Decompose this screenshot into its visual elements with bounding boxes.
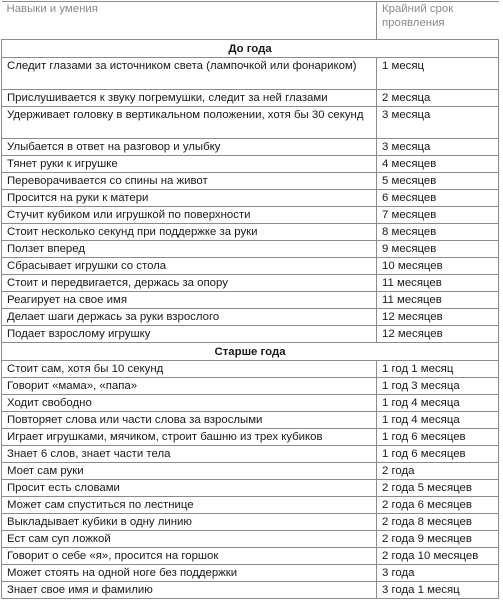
deadline-cell: 12 месяцев: [377, 309, 499, 326]
section-title: Старше года: [2, 343, 499, 361]
table-row: [2, 412, 499, 429]
table-row: [2, 156, 499, 173]
skill-cell: Просит есть словами: [2, 480, 377, 497]
deadline-cell: 7 месяцев: [377, 207, 499, 224]
table-row: [2, 107, 499, 139]
deadline-cell: 11 месяцев: [377, 292, 499, 309]
table-row: [2, 224, 499, 241]
table-row: [2, 173, 499, 190]
deadline-cell: 8 месяцев: [377, 224, 499, 241]
skill-cell: Просится на руки к матери: [2, 190, 377, 207]
skill-cell: Следит глазами за источником света (лампочкой или фонариком): [2, 58, 377, 90]
skill-cell: Удерживает головку в вертикальном положении, хотя бы 30 секунд: [2, 107, 377, 139]
table-row: [2, 90, 499, 107]
deadline-cell: 2 года 8 месяцев: [377, 514, 499, 531]
table-row: [2, 446, 499, 463]
table-row: [2, 326, 499, 343]
table-row: [2, 378, 499, 395]
table-row: [2, 190, 499, 207]
deadline-cell: 3 месяца: [377, 107, 499, 139]
skill-cell: Сбрасывает игрушки со стола: [2, 258, 377, 275]
skill-cell: Стоит сам, хотя бы 10 секунд: [2, 361, 377, 378]
deadline-cell: 2 года 5 месяцев: [377, 480, 499, 497]
deadline-cell: 9 месяцев: [377, 241, 499, 258]
skill-cell: Стоит и передвигается, держась за опору: [2, 275, 377, 292]
table-row: [2, 548, 499, 565]
skill-cell: Делает шаги держась за руки взрослого: [2, 309, 377, 326]
deadline-cell: 1 год 6 месяцев: [377, 429, 499, 446]
skill-cell: Тянет руки к игрушке: [2, 156, 377, 173]
table-row: [2, 395, 499, 412]
section-row: [2, 343, 499, 361]
table-row: [2, 429, 499, 446]
table-row: [2, 463, 499, 480]
deadline-cell: 1 год 6 месяцев: [377, 446, 499, 463]
column-header-skills: Навыки и умения: [2, 2, 377, 40]
skill-cell: Подает взрослому игрушку: [2, 326, 377, 343]
table-row: [2, 58, 499, 90]
skill-cell: Ест сам суп ложкой: [2, 531, 377, 548]
deadline-cell: 1 год 3 месяца: [377, 378, 499, 395]
deadline-cell: 2 года 9 месяцев: [377, 531, 499, 548]
table-body: [2, 40, 499, 599]
table-row: [2, 565, 499, 582]
deadline-cell: 12 месяцев: [377, 326, 499, 343]
skill-cell: Может стоять на одной ноге без поддержки: [2, 565, 377, 582]
table-row: [2, 480, 499, 497]
table-row: [2, 241, 499, 258]
table-row: [2, 582, 499, 599]
table-row: [2, 309, 499, 326]
table-row: [2, 531, 499, 548]
skill-cell: Улыбается в ответ на разговор и улыбку: [2, 139, 377, 156]
deadline-cell: 6 месяцев: [377, 190, 499, 207]
skill-cell: Ходит свободно: [2, 395, 377, 412]
column-header-deadline: Крайний срок проявления: [377, 2, 499, 40]
skill-cell: Реагирует на свое имя: [2, 292, 377, 309]
skill-cell: Знает свое имя и фамилию: [2, 582, 377, 599]
skill-cell: Говорит «мама», «папа»: [2, 378, 377, 395]
deadline-cell: 3 года: [377, 565, 499, 582]
skill-cell: Моет сам руки: [2, 463, 377, 480]
deadline-cell: 1 год 4 месяца: [377, 412, 499, 429]
deadline-cell: 4 месяцев: [377, 156, 499, 173]
table-row: [2, 497, 499, 514]
skill-cell: Стоит несколько секунд при поддержке за руки: [2, 224, 377, 241]
deadline-cell: 2 года 10 месяцев: [377, 548, 499, 565]
deadline-cell: 1 год 1 месяц: [377, 361, 499, 378]
table-row: [2, 207, 499, 224]
deadline-cell: 11 месяцев: [377, 275, 499, 292]
section-row: [2, 40, 499, 58]
skill-cell: Повторяет слова или части слова за взрослыми: [2, 412, 377, 429]
skill-cell: Выкладывает кубики в одну линию: [2, 514, 377, 531]
table-row: [2, 275, 499, 292]
deadline-cell: 5 месяцев: [377, 173, 499, 190]
skill-cell: Играет игрушками, мячиком, строит башню из трех кубиков: [2, 429, 377, 446]
deadline-cell: 2 года: [377, 463, 499, 480]
table-row: [2, 292, 499, 309]
milestones-table: [1, 1, 499, 599]
deadline-cell: 1 год 4 месяца: [377, 395, 499, 412]
table-row: [2, 139, 499, 156]
deadline-cell: 3 месяца: [377, 139, 499, 156]
skill-cell: Стучит кубиком или игрушкой по поверхности: [2, 207, 377, 224]
section-title: До года: [2, 40, 499, 58]
deadline-cell: 10 месяцев: [377, 258, 499, 275]
deadline-cell: 1 месяц: [377, 58, 499, 90]
table-row: [2, 514, 499, 531]
deadline-cell: 2 месяца: [377, 90, 499, 107]
table-row: [2, 361, 499, 378]
deadline-cell: 3 года 1 месяц: [377, 582, 499, 599]
skill-cell: Знает 6 слов, знает части тела: [2, 446, 377, 463]
deadline-cell: 2 года 6 месяцев: [377, 497, 499, 514]
table-header: [2, 2, 499, 40]
skill-cell: Переворачивается со спины на живот: [2, 173, 377, 190]
skill-cell: Может сам спуститься по лестнице: [2, 497, 377, 514]
skill-cell: Говорит о себе «я», просится на горшок: [2, 548, 377, 565]
table-row: [2, 258, 499, 275]
skill-cell: Ползет вперед: [2, 241, 377, 258]
skill-cell: Прислушивается к звуку погремушки, следит за ней глазами: [2, 90, 377, 107]
